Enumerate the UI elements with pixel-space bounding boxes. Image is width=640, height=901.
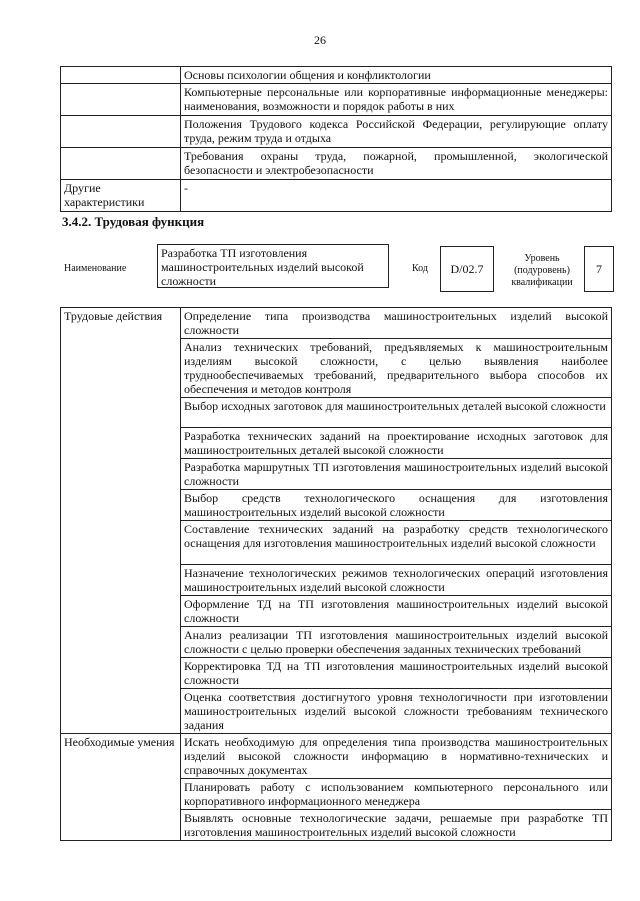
row-text: Требования охраны труда, пожарной, промышленной, экологической безопасности и электробезопасности (181, 148, 612, 180)
table-row (61, 67, 612, 84)
row-text: Основы психологии общения и конфликтологии (181, 67, 612, 84)
function-table (60, 307, 612, 841)
skill-item: Искать необходимую для определения типа производства машиностроительных изделий высокой сложности информацию в нормативно-технических и справочных документах (181, 734, 612, 779)
action-item: Оформление ТД на ТП изготовления машиностроительных изделий высокой сложности (181, 596, 612, 627)
row-text: Компьютерные персональные или корпоративные информационные менеджеры: наименования, возможности и порядок работы в них (181, 84, 612, 116)
action-item: Оценка соответствия достигнутого уровня технологичности при изготовлении машиностроительных изделий высокой сложности требованиям технического задания (181, 689, 612, 734)
action-item: Выбор исходных заготовок для машиностроительных деталей высокой сложности (181, 398, 612, 428)
action-item: Разработка технических заданий на проектирование исходных заготовок для машиностроительных деталей высокой сложности (181, 428, 612, 459)
section-heading: 3.4.2. Трудовая функция (62, 214, 205, 229)
name-label: Наименование (64, 263, 127, 274)
code-label: Код (412, 263, 428, 274)
level-label: Уровень (подуровень) квалификации (511, 253, 573, 288)
action-item: Назначение технологических режимов технологических операций изготовления машиностроительных изделий высокой сложности (181, 565, 612, 596)
row-label (61, 84, 181, 116)
action-item: Анализ реализации ТП изготовления машиностроительных изделий высокой сложности с целью проверки обеспечения заданных технических требований (181, 627, 612, 658)
action-item: Составление технических заданий на разработку средств технологического оснащения для изготовления машиностроительных изделий высокой сложности (181, 521, 612, 565)
page-number: 26 (314, 33, 326, 47)
action-item: Разработка маршрутных ТП изготовления машиностроительных изделий высокой сложности (181, 459, 612, 490)
level-box: 7 (584, 246, 614, 292)
action-item: Корректировка ТД на ТП изготовления машиностроительных изделий высокой сложности (181, 658, 612, 689)
skill-item: Планировать работу с использованием компьютерного персонального или корпоративного информационного менеджера (181, 779, 612, 810)
table-row (61, 116, 612, 148)
actions-label: Трудовые действия (61, 308, 181, 734)
table-row (61, 148, 612, 180)
row-label: Другие характеристики (61, 180, 181, 212)
row-label (61, 67, 181, 84)
knowledge-table-continued (60, 66, 612, 212)
skills-label: Необходимые умения (61, 734, 181, 841)
row-label (61, 116, 181, 148)
action-item: Выбор средств технологического оснащения для изготовления машиностроительных изделий высокой сложности (181, 490, 612, 521)
code-box: D/02.7 (440, 246, 494, 292)
row-label (61, 148, 181, 180)
skill-item: Выявлять основные технологические задачи, решаемые при разработке ТП изготовления машиностроительных изделий высокой сложности (181, 810, 612, 841)
row-text: - (181, 180, 612, 212)
table-row (61, 180, 612, 212)
action-item: Определение типа производства машиностроительных изделий высокой сложности (181, 308, 612, 339)
table-row (61, 734, 612, 779)
table-row (61, 84, 612, 116)
table-row (61, 308, 612, 339)
row-text: Положения Трудового кодекса Российской Федерации, регулирующие оплату труда, режим труда и отдыха (181, 116, 612, 148)
function-name-box: Разработка ТП изготовления машиностроительных изделий высокой сложности (157, 244, 389, 288)
action-item: Анализ технических требований, предъявляемых к машиностроительным изделиям высокой сложности, с целью выявления наиболее труднообеспечиваемых требований, предварительного выбора способов их обеспечения и методов контроля (181, 339, 612, 398)
